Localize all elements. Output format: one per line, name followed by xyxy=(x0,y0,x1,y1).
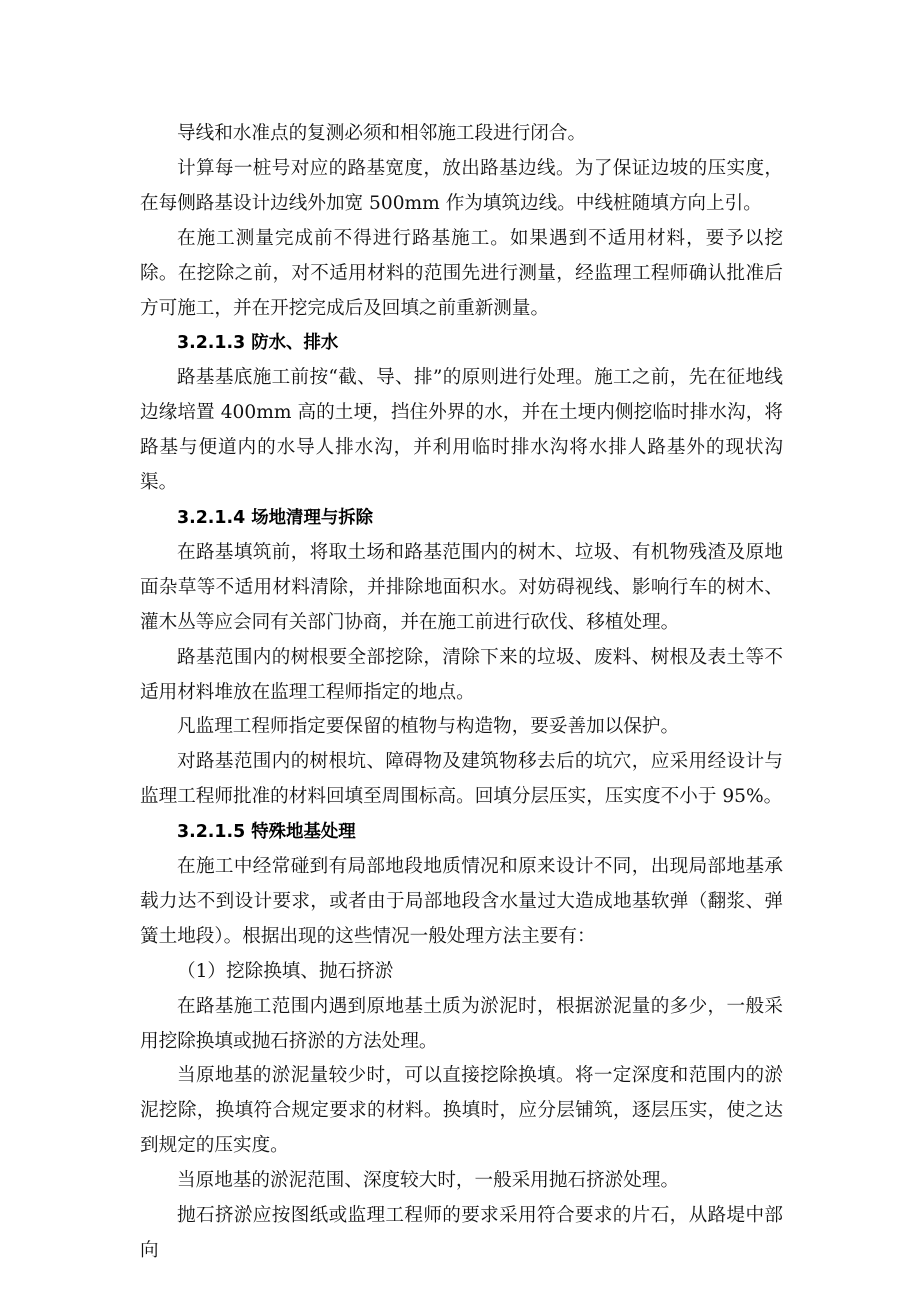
paragraph: 抛石挤淤应按图纸或监理工程师的要求采用符合要求的片石，从路堤中部向 xyxy=(140,1205,783,1261)
paragraph: 在路基填筑前，将取土场和路基范围内的树木、垃圾、有机物残渣及原地面杂草等不适用材料清除，并排除地面积水。对妨碍视线、影响行车的树木、灌木丛等应会同有关部门协商，并在施工前进行砍伐、移植处理。 xyxy=(140,541,783,633)
paragraph: 对路基范围内的树根坑、障碍物及建筑物移去后的坑穴，应采用经设计与监理工程师批准的材料回填至周围标高。回填分层压实，压实度不小于 95%。 xyxy=(140,751,783,808)
paragraph: 凡监理工程师指定要保留的植物与构造物，要妥善加以保护。 xyxy=(177,716,680,738)
paragraph: 路基基底施工前按“截、导、排”的原则进行处理。施工之前，先在征地线边缘培置 400mm 高的土埂，挡住外界的水，并在土埂内侧挖临时排水沟，将路基与便道内的水导人排水沟，并利用临时排水沟将水排人路基外的现状沟渠。 xyxy=(140,367,783,494)
paragraph: 在施工中经常碰到有局部地段地质情况和原来设计不同，出现局部地基承载力达不到设计要求，或者由于局部地段含水量过大造成地基软弹（翻浆、弹簧土地段）。根据出现的这些情况一般处理方法主要有： xyxy=(140,856,783,947)
document-body xyxy=(140,117,783,1269)
paragraph: 导线和水准点的复测必须和相邻施工段进行闭合。 xyxy=(177,123,587,144)
paragraph: 在路基施工范围内遇到原地基土质为淤泥时，根据淤泥量的多少，一般采用挖除换填或抛石挤淤的方法处理。 xyxy=(140,995,783,1052)
list-item: （1）挖除换填、抛石挤淤 xyxy=(177,960,394,982)
section-heading: 3.2.1.4 场地清理与拆除 xyxy=(177,507,374,528)
paragraph: 路基范围内的树根要全部挖除，清除下来的垃圾、废料、树根及表土等不适用材料堆放在监理工程师指定的地点。 xyxy=(140,646,783,703)
paragraph: 当原地基的淤泥范围、深度较大时，一般采用抛石挤淤处理。 xyxy=(177,1170,680,1192)
section-heading: 3.2.1.5 特殊地基处理 xyxy=(177,822,356,843)
paragraph: 当原地基的淤泥量较少时，可以直接挖除换填。将一定深度和范围内的淤泥挖除，换填符合规定要求的材料。换填时，应分层铺筑，逐层压实，使之达到规定的压实度。 xyxy=(140,1065,783,1157)
paragraph: 计算每一桩号对应的路基宽度，放出路基边线。为了保证边坡的压实度，在每侧路基设计边线外加宽 500mm 作为填筑边线。中线桩随填方向上引。 xyxy=(140,157,783,214)
section-heading: 3.2.1.3 防水、排水 xyxy=(177,333,339,354)
paragraph: 在施工测量完成前不得进行路基施工。如果遇到不适用材料，要予以挖除。在挖除之前，对不适用材料的范围先进行测量，经监理工程师确认批准后方可施工，并在开挖完成后及回填之前重新测量。 xyxy=(140,227,783,319)
